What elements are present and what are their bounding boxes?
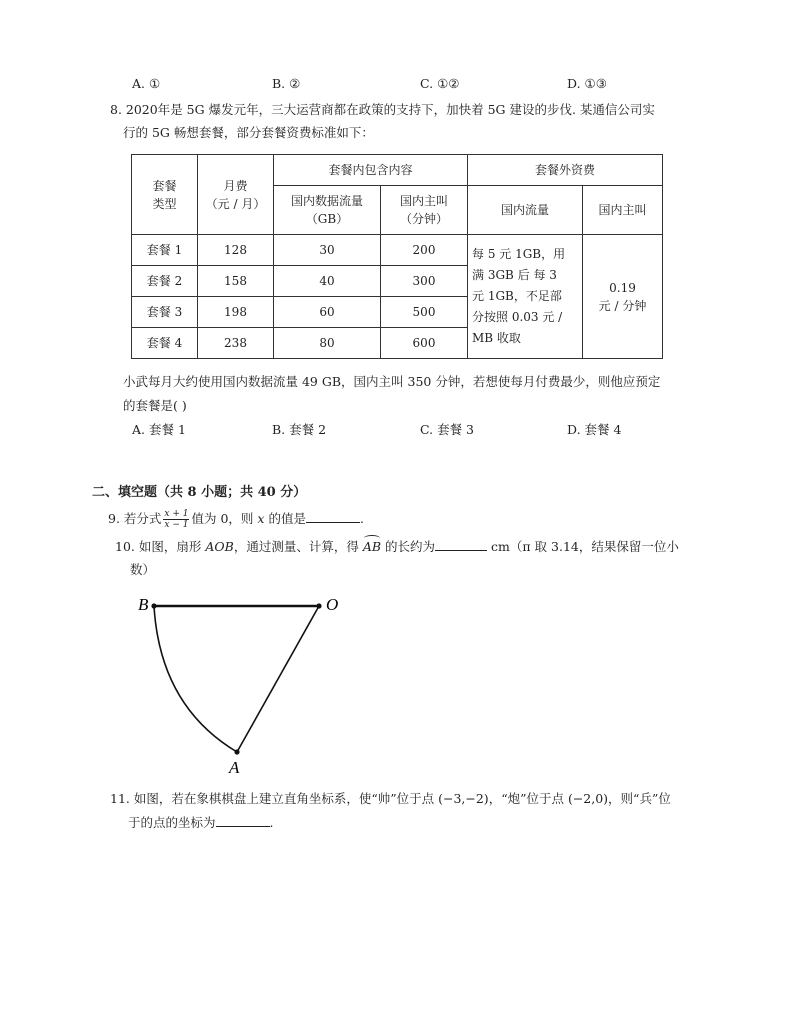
extra-call-line1: 0.19 xyxy=(609,280,636,295)
label-b: B xyxy=(138,595,149,614)
row-call: 600 xyxy=(381,328,468,359)
header-extra-data: 国内流量 xyxy=(468,186,583,235)
extra-data-line: 每 5 元 1GB，用 xyxy=(472,247,566,261)
q10-line1 xyxy=(115,538,679,556)
q9-post: 的值是 xyxy=(268,511,306,526)
header-data-line2: （GB） xyxy=(305,212,349,226)
header-data-line1: 国内数据流量 xyxy=(290,194,363,208)
header-data xyxy=(274,186,381,235)
plan-table xyxy=(131,154,663,359)
row-name: 套餐 2 xyxy=(132,266,198,297)
point-b xyxy=(151,603,156,608)
q9-fraction xyxy=(163,509,189,530)
q9-mid: 值为 0，则 xyxy=(191,511,254,526)
header-call xyxy=(381,186,468,235)
extra-data-line: 元 1GB，不足部 xyxy=(472,289,562,303)
q7-option-a: A. ① xyxy=(132,76,161,91)
header-extra: 套餐外资费 xyxy=(468,155,663,186)
q9-numerator: x + 1 xyxy=(164,509,189,519)
row-data: 60 xyxy=(274,297,381,328)
q8-question-line1: 小武每月大约使用国内数据流量 49 GB，国内主叫 350 分钟，若想使每月付费最少，则他应预定 xyxy=(123,374,661,389)
header-call-line2: （分钟） xyxy=(399,212,448,226)
label-o: O xyxy=(326,595,339,614)
q9-line xyxy=(108,509,364,530)
q9-answer-blank[interactable] xyxy=(306,510,360,523)
row-name: 套餐 3 xyxy=(132,297,198,328)
q8-option-c: C. 套餐 3 xyxy=(420,422,474,437)
header-fee-line1: 月费 xyxy=(223,178,248,193)
row-call: 500 xyxy=(381,297,468,328)
row-data: 30 xyxy=(274,235,381,266)
q7-option-b: B. ② xyxy=(272,76,301,91)
row-data: 80 xyxy=(274,328,381,359)
extra-call-rule xyxy=(583,235,663,359)
header-extra-call: 国内主叫 xyxy=(583,186,663,235)
header-type xyxy=(132,155,198,235)
table-row xyxy=(132,235,663,266)
q11-answer-blank[interactable] xyxy=(216,814,270,827)
extra-call-line2: 元 / 分钟 xyxy=(598,298,647,313)
q7-options xyxy=(132,76,692,94)
q10-mid: ，通过测量、计算，得 xyxy=(233,539,359,554)
q9-denominator: x − 1 xyxy=(164,520,189,530)
q8-option-a: A. 套餐 1 xyxy=(132,422,186,437)
arc-ab xyxy=(154,606,237,752)
row-fee: 128 xyxy=(198,235,274,266)
q10-arc-label: AB xyxy=(362,539,382,554)
header-fee xyxy=(198,155,274,235)
q9-end: . xyxy=(359,511,364,526)
point-a xyxy=(234,749,239,754)
q9-variable: x xyxy=(257,511,265,526)
row-fee: 238 xyxy=(198,328,274,359)
header-included: 套餐内包含内容 xyxy=(274,155,468,186)
q10-line2: 数） xyxy=(130,562,156,577)
q7-option-c: C. ①② xyxy=(420,76,460,91)
q10-post: 的长约为 xyxy=(385,539,436,554)
row-name: 套餐 4 xyxy=(132,328,198,359)
section-heading: 二、填空题（共 8 小题；共 40 分） xyxy=(92,485,307,500)
sector-figure xyxy=(130,588,350,780)
row-fee: 158 xyxy=(198,266,274,297)
q8-options xyxy=(132,420,692,438)
q10-unit: cm（π 取 3.14，结果保留一位小 xyxy=(491,539,679,554)
row-data: 40 xyxy=(274,266,381,297)
q8-question-line2: 的套餐是( ) xyxy=(123,398,187,413)
q11-line1: 11. 如图，若在象棋棋盘上建立直角坐标系，使“帅”位于点 (−3,−2)，“炮”位于点 (−2,0)，则“兵”位 xyxy=(110,791,671,806)
row-name: 套餐 1 xyxy=(132,235,198,266)
header-type-line1: 套餐 xyxy=(152,178,177,193)
row-call: 300 xyxy=(381,266,468,297)
q8-option-d: D. 套餐 4 xyxy=(567,422,622,437)
extra-data-line: 满 3GB 后 每 3 xyxy=(472,268,557,282)
q10-pre: 10. 如图，扇形 xyxy=(115,539,202,554)
q8-stem-line1: 8. 2020年是 5G 爆发元年，三大运营商都在政策的支持下，加快着 5G 建设的步伐. 某通信公司实 xyxy=(110,102,655,117)
extra-data-rule xyxy=(468,235,583,359)
row-fee: 198 xyxy=(198,297,274,328)
q11-line2 xyxy=(128,814,274,832)
q11-end: . xyxy=(269,815,274,830)
segment-oa xyxy=(237,606,319,752)
row-call: 200 xyxy=(381,235,468,266)
q8-stem-line2: 行的 5G 畅想套餐，部分套餐资费标准如下： xyxy=(123,125,374,140)
q10-answer-blank[interactable] xyxy=(435,538,487,551)
q9-pre: 9. 若分式 xyxy=(108,511,162,526)
q10-sector: AOB xyxy=(205,539,234,554)
header-fee-line2: （元 / 月） xyxy=(205,196,266,211)
header-type-line2: 类型 xyxy=(152,196,177,211)
label-a: A xyxy=(229,758,240,777)
extra-data-line: MB 收取 xyxy=(472,331,521,345)
header-call-line1: 国内主叫 xyxy=(399,194,448,208)
q7-option-d: D. ①③ xyxy=(567,76,607,91)
q11-post: 于的点的坐标为 xyxy=(128,815,216,830)
extra-data-line: 分按照 0.03 元 / xyxy=(472,310,563,324)
q8-option-b: B. 套餐 2 xyxy=(272,422,327,437)
point-o xyxy=(316,603,321,608)
